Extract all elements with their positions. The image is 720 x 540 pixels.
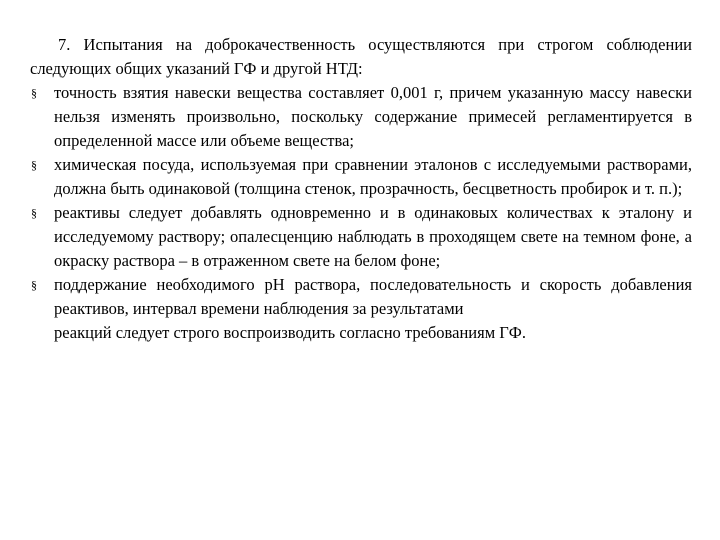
bullet-text: поддержание необходимого pH раствора, последовательность и скорость добавления реактивов, интервал времени наблюдения за результатами	[54, 275, 692, 318]
bullet-item-glassware	[30, 153, 692, 201]
text-block	[30, 33, 692, 345]
bullet-text: химическая посуда, используемая при сравнении эталонов с исследуемыми растворами, должна быть одинаковой (толщина стенок, прозрачность, бесцветность пробирок и т. п.);	[54, 155, 692, 198]
bullet-marker-icon: §	[31, 206, 37, 220]
continuation-text: реакций следует строго воспроизводить согласно требованиям ГФ.	[54, 323, 526, 342]
bullet-text: точность взятия навески вещества составляет 0,001 г, причем указанную массу навески нельзя изменять произвольно, поскольку содержание примесей регламентируется в определенной массе или объеме вещества;	[54, 83, 692, 150]
bullet-text: реактивы следует добавлять одновременно и в одинаковых количествах к эталону и исследуемому раствору; опалесценцию наблюдать в проходящем свете на темном фоне, а окраску раствора – в отраженном свете на белом фоне;	[54, 203, 692, 270]
intro-paragraph: 7. Испытания на доброкачественность осуществляются при строгом соблюдении следующих общих указаний ГФ и другой НТД:	[30, 35, 692, 78]
bullet-marker-icon: §	[31, 158, 37, 172]
bullet-list	[30, 81, 692, 321]
bullet-marker-icon: §	[31, 278, 37, 292]
bullet-item-reagents	[30, 201, 692, 273]
bullet-item-accuracy	[30, 81, 692, 153]
bullet-marker-icon: §	[31, 86, 37, 100]
bullet-item-ph	[30, 273, 692, 321]
